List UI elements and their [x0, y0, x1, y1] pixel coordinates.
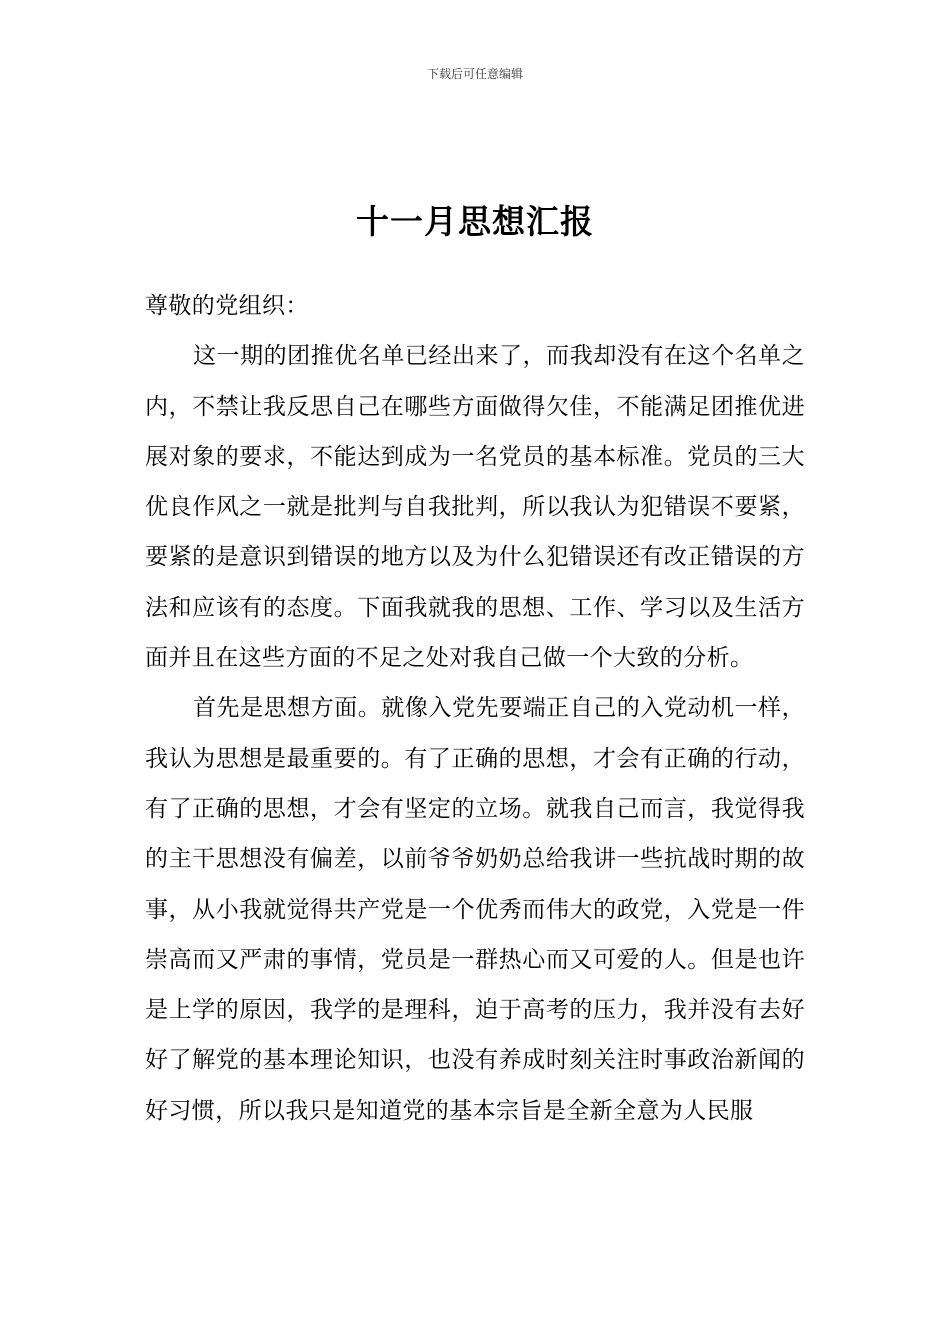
paragraph-1: 这一期的团推优名单已经出来了，而我却没有在这个名单之内，不禁让我反思自己在哪些方面做得欠佳，不能满足团推优进展对象的要求，不能达到成为一名党员的基本标准。党员的三大优良作风之一就是批判与自我批判，所以我认为犯错误不要紧，要紧的是意识到错误的地方以及为什么犯错误还有改正错误的方法和应该有的态度。下面我就我的思想、工作、学习以及生活方面并且在这些方面的不足之处对我自己做一个大致的分析。	[145, 343, 805, 672]
document-title: 十一月思想汇报	[356, 202, 594, 242]
page-header-note: 下载后可任意编辑	[426, 67, 523, 81]
document-body	[145, 281, 805, 1136]
paragraph-2: 首先是思想方面。就像入党先要端正自己的入党动机一样，我认为思想是最重要的。有了正确的思想，才会有正确的行动，有了正确的思想，才会有坚定的立场。就我自己而言，我觉得我的主干思想没有偏差，以前爷爷奶奶总给我讲一些抗战时期的故事，从小我就觉得共产党是一个优秀而伟大的政党，入党是一件崇高而又严肃的事情，党员是一群热心而又可爱的人。但是也许是上学的原因，我学的是理科，迫于高考的压力，我并没有去好好了解党的基本理论知识，也没有养成时刻关注时事政治新闻的好习惯，所以我只是知道党的基本宗旨是全新全意为人民服	[145, 695, 805, 1124]
salutation: 尊敬的党组织：	[145, 293, 309, 319]
